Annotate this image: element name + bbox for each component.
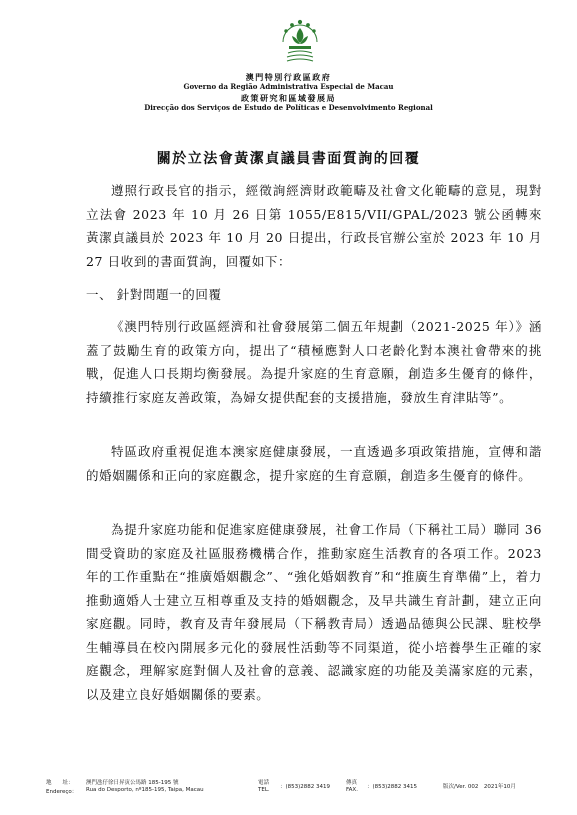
footer-tel-value: ：(853)2882 3419 [280,784,331,790]
document-title: 關於立法會黃潔貞議員書面質詢的回覆 [156,151,421,167]
paragraph-block-3 [86,518,542,706]
paragraph: 為提升家庭功能和促進家庭健康發展，社會工作局（下稱社工局）聯同 36 間受資助的家庭及社區服務機構合作，推動家庭生活教育的各項工作。2023 年的工作重點在“推廣婚姻觀念”、“強化婚姻教育”和“推廣生育準備”上，着力推動適婚人士建立互相尊重及支持的婚姻觀念，及早共識生育計劃，建立正向家庭觀。同時，教育及青年發展局（下稱教青局）透過品德與公民課、駐校學生輔導員在校內開展多元化的發展性活動等不同渠道，從小培養學生正確的家庭觀念，理解家庭對個人及社會的意義、認識家庭的功能及美滿家庭的元素，以及建立良好婚姻關係的要素。 [86,522,542,702]
paragraph-block-1 [86,315,542,409]
intro-paragraph: 遵照行政長官的指示，經徵詢經濟財政範疇及社會文化範疇的意見，現對立法會 2023 年 10 月 26 日第 1055/E815/VII/GPAL/2023 號公函轉來黃潔貞議員於 2023 年 10 月 20 日提出，行政長官辦公室於 2023 年 10 月 27 日收到的書面質詢，回覆如下： [86,183,542,269]
paragraph: 《澳門特別行政區經濟和社會發展第二個五年規劃（2021-2025 年）》涵蓋了鼓勵生育的政策方向，提出了“積極應對人口老齡化對本澳社會帶來的挑戰，促進人口長期均衡發展。為提升家庭的生育意願，創造多生優育的條件，持續推行家庭友善政策，為婦女提供配套的支援措施，發放生育津貼等”。 [86,319,542,405]
intro-block [86,179,542,273]
paragraph: 特區政府重視促進本澳家庭健康發展，一直透過多項政策措施，宣傳和諧的婚姻關係和正向的家庭觀念，提升家庭的生育意願，創造多生優育的條件。 [86,444,542,483]
footer-endereco-label: Endereço： [46,789,78,795]
government-name-chinese: 澳門特別行政區政府 [245,72,332,82]
footer-tel-label-zh: 電話 [258,780,270,786]
footer-endereco-value: Rua do Desporto, nº185-195, Taipa, Macau [86,787,204,793]
footer-address-value: 澳門氹仔徐日昇寅公馬路 185-195 號 [86,780,179,786]
government-name-portuguese: Governo da Região Administrativa Especial de Macau [183,82,394,91]
paragraph-block-2 [86,440,542,487]
footer-fax-label-pt: FAX. [346,787,358,793]
footer-address-label: 地 址： [46,780,74,786]
department-name-chinese: 政策研究和區域發展局 [241,93,336,103]
footer-version: 版次/Ver. 002 2021年10月 [443,784,516,790]
footer-tel-label-pt: TEL. [258,787,270,793]
section-heading: 一、 針對問題一的回覆 [86,287,222,302]
macau-sar-emblem-icon [275,14,325,66]
department-name-portuguese: Direcção dos Serviços de Estudo de Políticas e Desenvolvimento Regional [144,103,433,112]
footer-fax-value: ：(853)2882 3415 [367,784,418,790]
footer-fax-label-zh: 傳真 [346,780,358,786]
